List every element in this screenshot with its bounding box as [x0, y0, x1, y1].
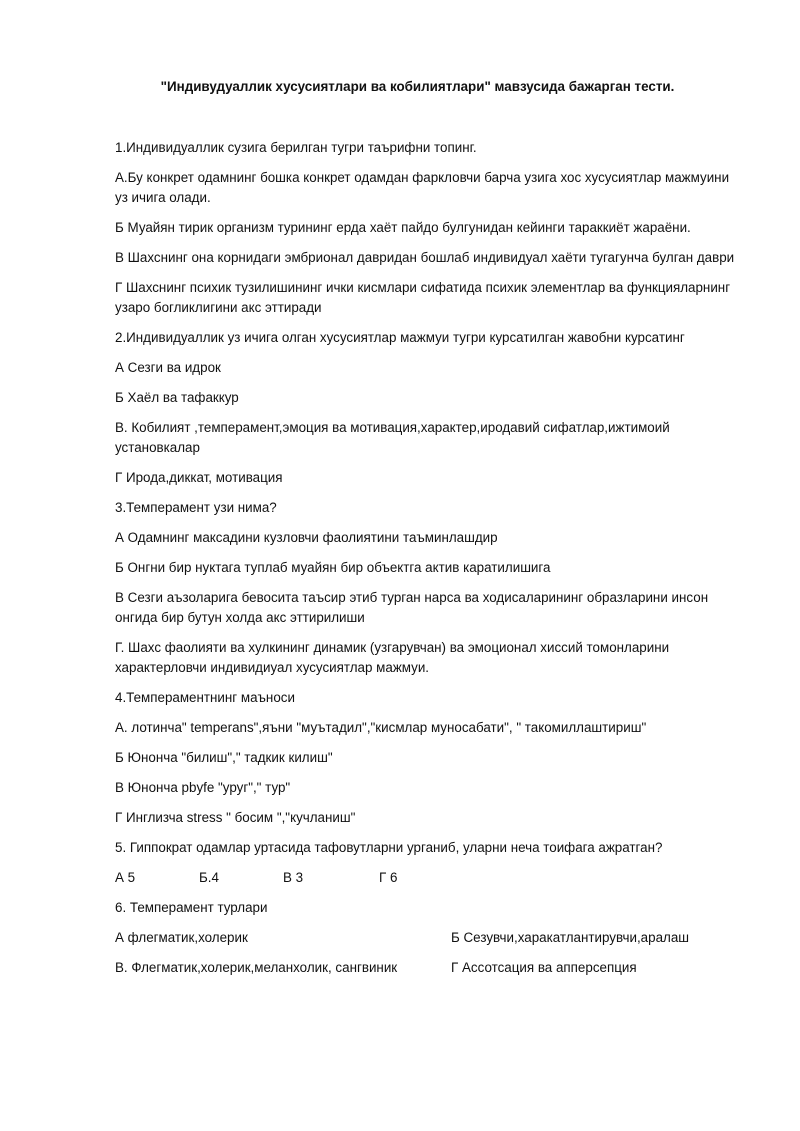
- q3-option-a: А Одамнинг максадини кузловчи фаолиятини таъминлашдир: [115, 530, 498, 545]
- question-3: 3.Темперамент узи нима?: [115, 500, 277, 515]
- q2-option-d: Г Ирода,диккат, мотивация: [115, 470, 283, 485]
- q4-option-d: Г Инглизча stress " босим ","кучланиш": [115, 810, 356, 825]
- q2-option-c: В. Кобилият ,темперамент,эмоция ва мотивация,характер,иродавий сифатлар,ижтимоий установкалар: [115, 420, 670, 455]
- document-title: "Индивудуаллик хусусиятлари ва кобилиятлари" мавзусида бажарган тести.: [160, 79, 675, 94]
- q6-option-d: Г Ассотсация ва апперсепция: [451, 960, 637, 975]
- q1-option-d: Г Шахснинг психик тузилишининг ички кисмлари сифатида психик элементлар ва функцияларнинг узаро богликлигини акс эттиради: [115, 280, 731, 315]
- q2-option-b: Б Хаёл ва тафаккур: [115, 390, 239, 405]
- q6-options-row-1: [115, 928, 745, 948]
- question-2: 2.Индивидуаллик уз ичига олган хусусиятлар мажмуи тугри курсатилган жавобни курсатинг: [115, 330, 685, 345]
- q5-option-c: В 3: [283, 870, 304, 885]
- question-4: 4.Темпераментнинг маъноси: [115, 690, 295, 705]
- q4-option-c: В Юнонча pbyfe "уруг"," тур": [115, 780, 291, 795]
- q1-option-a: А.Бу конкрет одамнинг бошка конкрет одамдан фаркловчи барча узига хос хусусиятлар мажмуини уз ичига олади.: [115, 170, 730, 205]
- q3-option-c: В Сезги аъзоларига бевосита таъсир этиб турган нарса ва ходисаларининг образларини инсон онгида бир бутун холда акс эттирилиши: [115, 590, 709, 625]
- question-5: 5. Гиппократ одамлар уртасида тафовутларни урганиб, уларни неча тоифага ажратган?: [115, 840, 663, 855]
- q3-option-d: Г. Шахс фаолияти ва хулкининг динамик (узгарувчан) ва эмоционал хиссий томонларини характерловчи индивидиуал хусусиятлар мажмуи.: [115, 640, 670, 675]
- q2-option-a: А Сезги ва идрок: [115, 360, 221, 375]
- q4-option-a: А. лотинча" temperans",яъни "муътадил","кисмлар муносабати", " такомиллаштириш": [115, 720, 647, 735]
- test-content: [115, 138, 745, 988]
- question-1: 1.Индивидуаллик сузига берилган тугри таърифни топинг.: [115, 140, 477, 155]
- q6-option-c: В. Флегматик,холерик,меланхолик, сангвиник: [115, 960, 398, 975]
- q4-option-b: Б Юнонча "билиш"," тадкик килиш": [115, 750, 333, 765]
- question-6: 6. Темперамент турлари: [115, 900, 268, 915]
- q6-option-b: Б Сезувчи,харакатлантирувчи,аралаш: [451, 930, 690, 945]
- q6-option-a: А флегматик,холерик: [115, 930, 248, 945]
- q5-option-d: Г 6: [379, 870, 398, 885]
- q1-option-c: В Шахснинг она корнидаги эмбрионал давридан бошлаб индивидуал хаёти тугагунча булган даври: [115, 250, 735, 265]
- q3-option-b: Б Онгни бир нуктага туплаб муайян бир объектга актив каратилишига: [115, 560, 551, 575]
- q5-options: [115, 868, 745, 888]
- q5-option-b: Б.4: [199, 870, 219, 885]
- q5-option-a: А 5: [115, 870, 136, 885]
- q1-option-b: Б Муайян тирик организм турининг ерда хаёт пайдо булгунидан кейинги тараккиёт жараёни.: [115, 220, 691, 235]
- q6-options-row-2: [115, 958, 745, 978]
